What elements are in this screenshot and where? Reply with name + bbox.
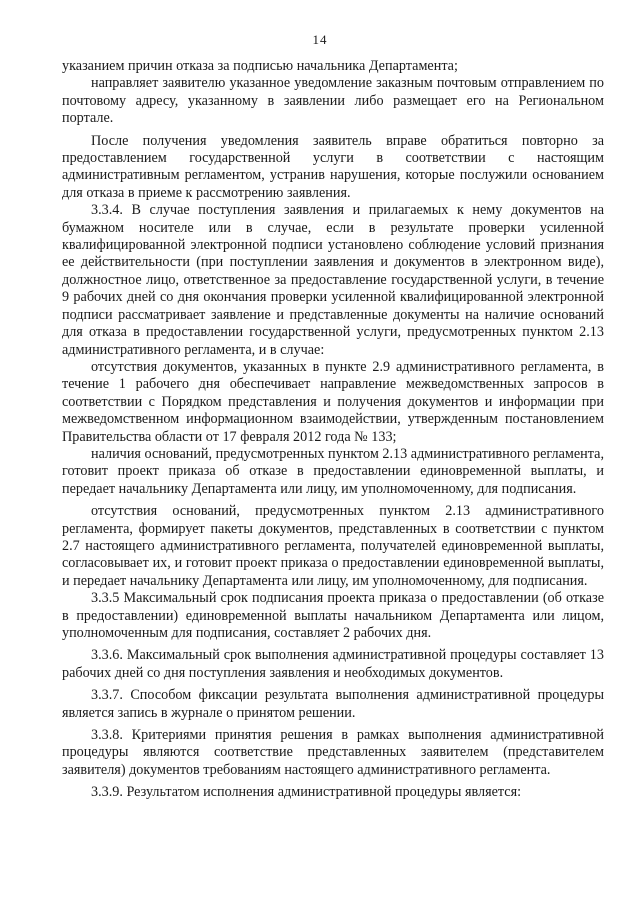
paragraph-3-3-7: 3.3.7. Способом фиксации результата выполнения административной процедуры является запись в журнале о принятом решении.: [62, 687, 604, 721]
paragraph-grounds-absent: отсутствия оснований, предусмотренных пунктом 2.13 административного регламента, формирует пакеты документов, представленных в соответствии с пунктом 2.7 настоящего административного регламента, получателей единовременной выплаты, согласовывает их, и готовит проект приказа о предоставлении единовременной выплаты, и передает начальнику Департамента или лицу, им уполномоченному, для подписания.: [62, 503, 604, 589]
paragraph-reapply: После получения уведомления заявитель вправе обратиться повторно за предоставлением государственной услуги в соответствии с настоящим административным регламентом, устранив нарушения, которые послужили основанием для отказа в приеме к рассмотрению заявления.: [62, 132, 604, 201]
paragraph-send-notice: направляет заявителю указанное уведомление заказным почтовым отправлением по почтовому адресу, указанному в заявлении либо размещает его на Региональном портале.: [62, 75, 604, 127]
paragraph-3-3-9: 3.3.9. Результатом исполнения административной процедуры является:: [91, 784, 522, 801]
paragraph-refusal-reasons: указанием причин отказа за подписью начальника Департамента;: [62, 58, 458, 74]
page-number: 14: [312, 32, 328, 47]
paragraph-3-3-5: 3.3.5 Максимальный срок подписания проекта приказа о предоставлении (об отказе в предоставлении) единовременной выплаты начальником Департамента или лицом, уполномоченным для подписания, составляет 2 рабочих дня.: [62, 590, 604, 641]
paragraph-3-3-6: 3.3.6. Максимальный срок выполнения административной процедуры составляет 13 рабочих дней со дня поступления заявления и необходимых документов.: [62, 647, 604, 681]
paragraph-grounds-present: наличия оснований, предусмотренных пунктом 2.13 административного регламента, готовит проект приказа об отказе в предоставлении единовременной выплаты, и передает начальнику Департамента или лицу, им уполномоченному, для подписания.: [62, 445, 604, 497]
paragraph-missing-documents: отсутствия документов, указанных в пункте 2.9 административного регламента, в течение 1 рабочего дня обеспечивает направление межведомственных запросов в соответствии с Порядком представления и получения документов и информации при межведомственном информационном взаимодействии, утвержденным постановлением Правительства области от 17 февраля 2012 года № 133;: [62, 358, 604, 445]
paragraph-3-3-4: 3.3.4. В случае поступления заявления и прилагаемых к нему документов на бумажном носителе или в случае, если в результате проверки усиленной квалифицированной электронной подписи установлено соблюдение условий признания ее действительности (при поступлении заявления и документов в электронном виде), должностное лицо, ответственное за предоставление государственной услуги, в течение 9 рабочих дней со дня окончания проверки усиленной квалифицированной электронной подписи рассматривает заявление и представленные документы на наличие оснований для отказа в предоставлении государственной услуги, предусмотренных пунктом 2.13 административного регламента, и в случае:: [62, 202, 604, 358]
paragraph-3-3-8: 3.3.8. Критериями принятия решения в рамках выполнения административной процедуры являются соответствие представленных заявителем (представителем заявителя) документов требованиям настоящего административного регламента.: [62, 727, 604, 778]
document-body: [62, 0, 604, 802]
